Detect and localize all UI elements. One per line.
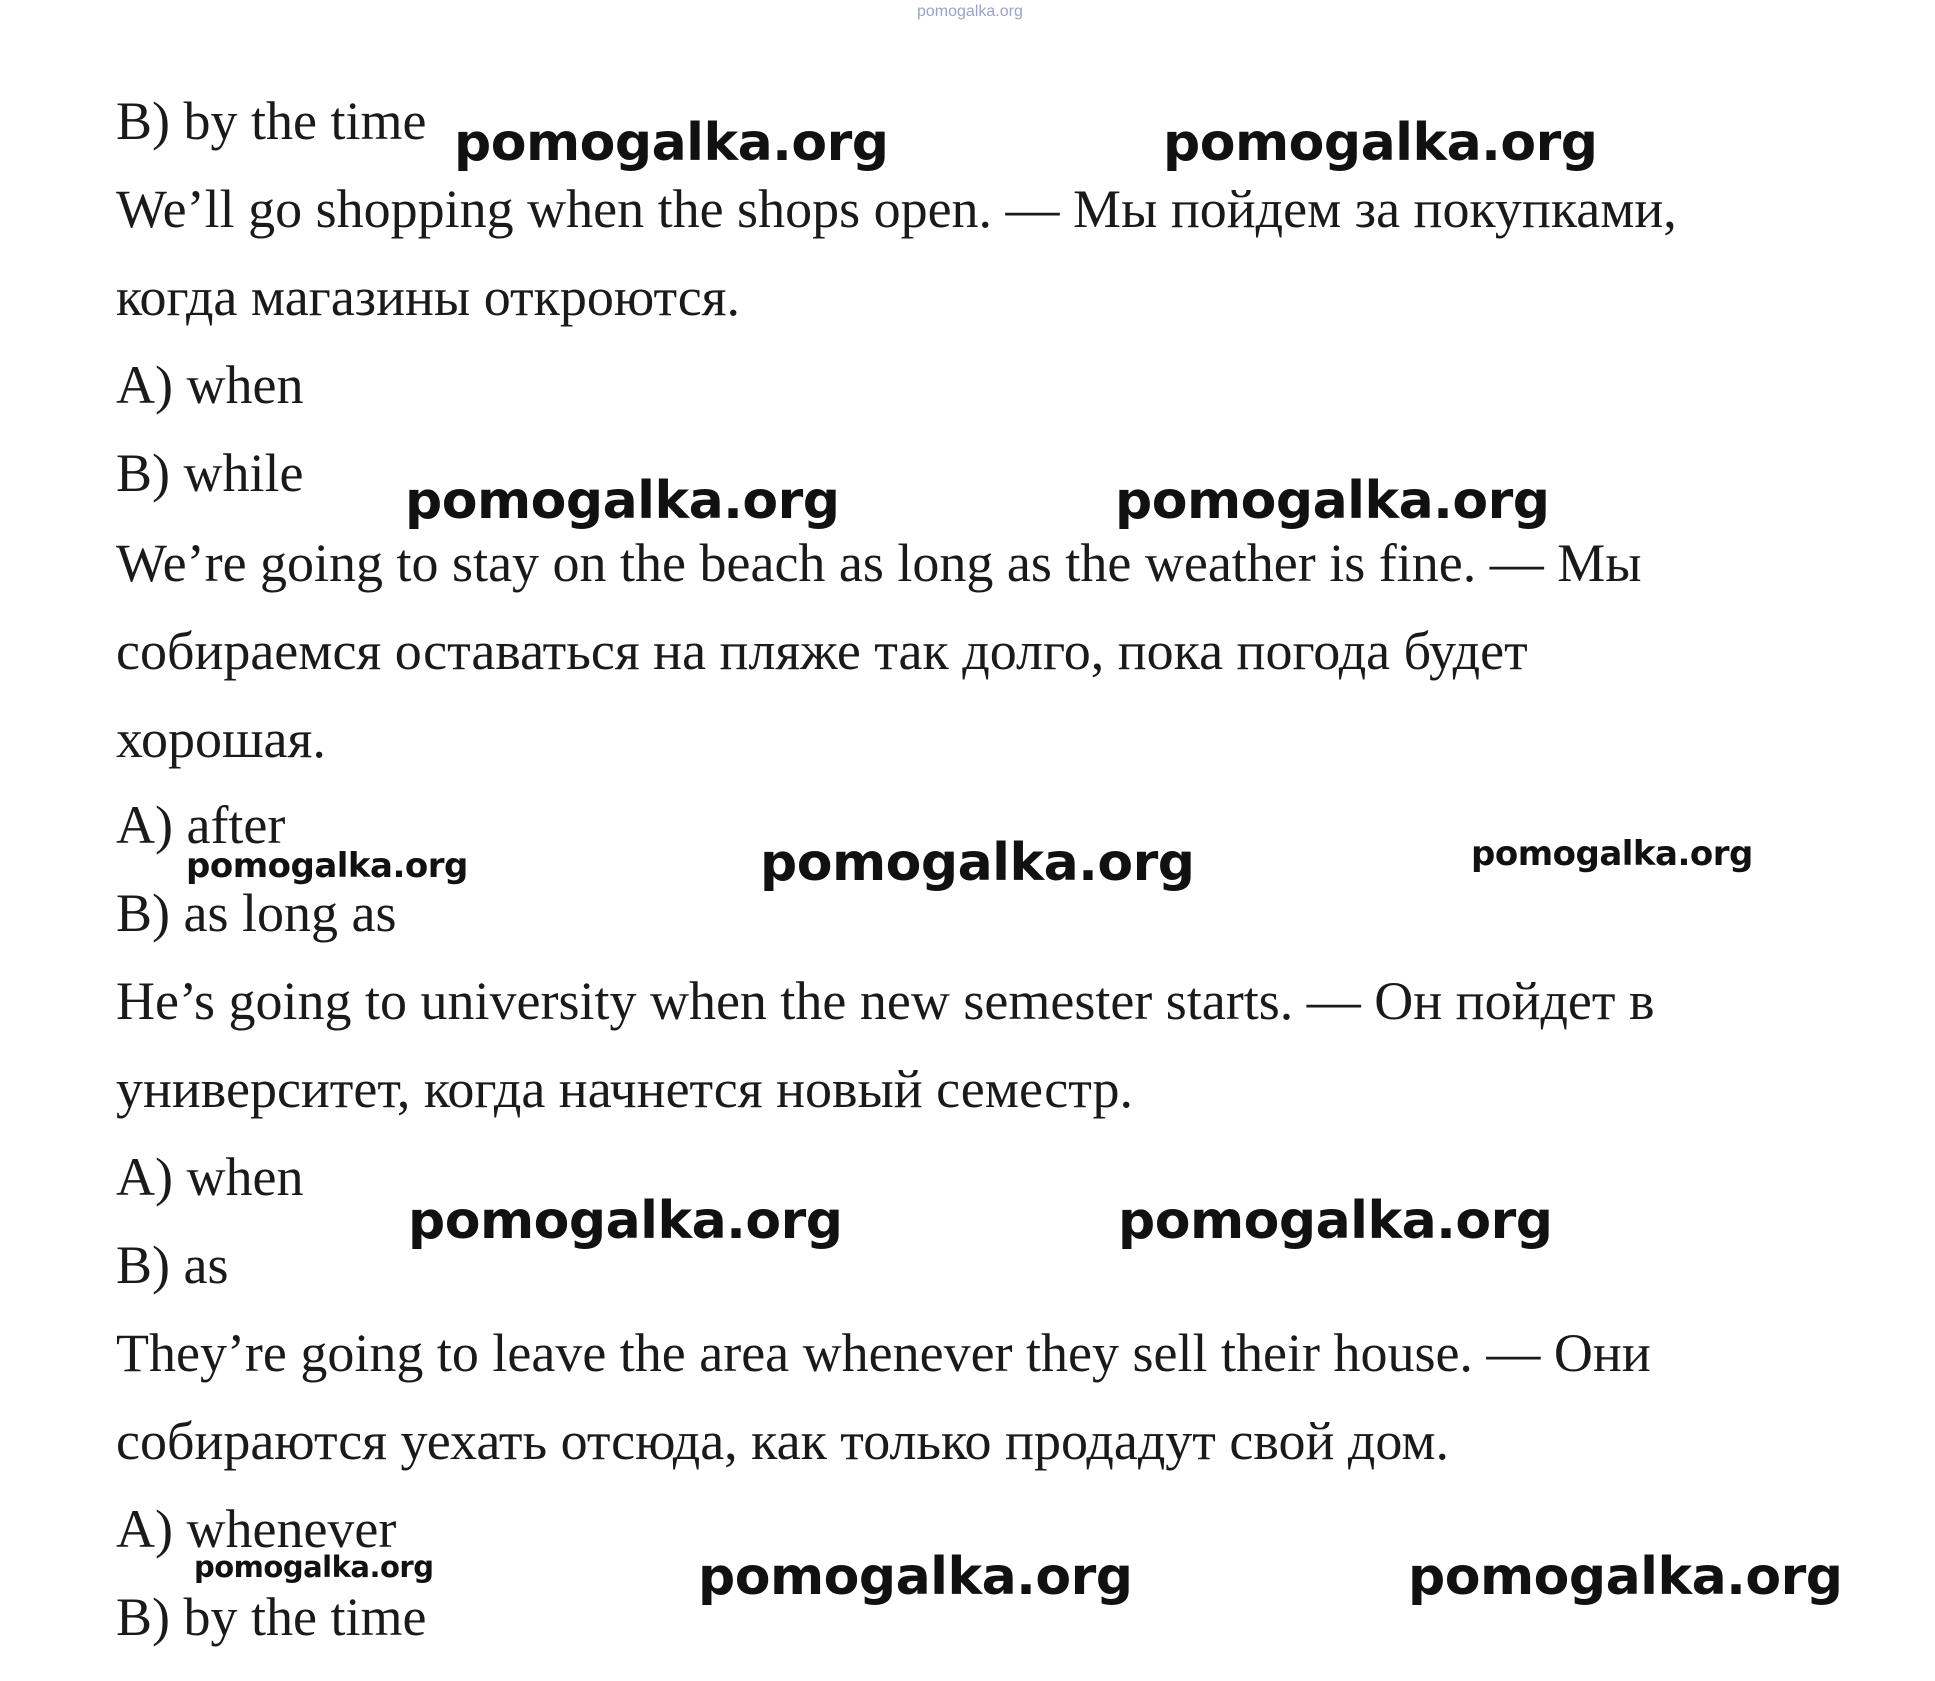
sentence-line: They’re going to leave the area whenever they sell their house. — Они [116, 1323, 1651, 1383]
option-line: B) by the time [116, 1587, 427, 1647]
option-line: A) after [116, 795, 286, 855]
option-line: B) while [116, 443, 304, 503]
watermark: pomogalka.org [1408, 1547, 1843, 1607]
option-line: A) when [116, 1147, 304, 1207]
watermark: pomogalka.org [1118, 1191, 1553, 1251]
watermark: pomogalka.org [698, 1547, 1133, 1607]
watermark: pomogalka.org [760, 833, 1195, 893]
watermark: pomogalka.org [454, 113, 889, 173]
translation-line: собираемся оставаться на пляже так долго, пока погода будет [116, 621, 1528, 681]
watermark: pomogalka.org [1115, 471, 1550, 531]
translation-line: университет, когда начнется новый семестр. [116, 1059, 1133, 1119]
translation-line: хорошая. [116, 709, 326, 769]
option-line: B) as [116, 1235, 229, 1295]
watermark: pomogalka.org [1163, 113, 1598, 173]
option-line: B) by the time [116, 91, 427, 151]
option-line: A) when [116, 355, 304, 415]
header-watermark: pomogalka.org [917, 3, 1023, 20]
sentence-line: We’ll go shopping when the shops open. — Мы пойдем за покупками, [116, 179, 1677, 239]
option-line: B) as long as [116, 883, 397, 943]
sentence-line: We’re going to stay on the beach as long as the weather is fine. — Мы [116, 533, 1642, 593]
watermark: pomogalka.org [194, 1550, 434, 1584]
option-line: A) whenever [116, 1499, 397, 1559]
sentence-line: He’s going to university when the new semester starts. — Он пойдет в [116, 971, 1655, 1031]
translation-line: собираются уехать отсюда, как только продадут свой дом. [116, 1411, 1450, 1471]
watermark: pomogalka.org [1471, 834, 1753, 874]
translation-line: когда магазины откроются. [116, 267, 741, 327]
watermark: pomogalka.org [405, 471, 840, 531]
watermark: pomogalka.org [408, 1191, 843, 1251]
watermark: pomogalka.org [186, 846, 468, 886]
